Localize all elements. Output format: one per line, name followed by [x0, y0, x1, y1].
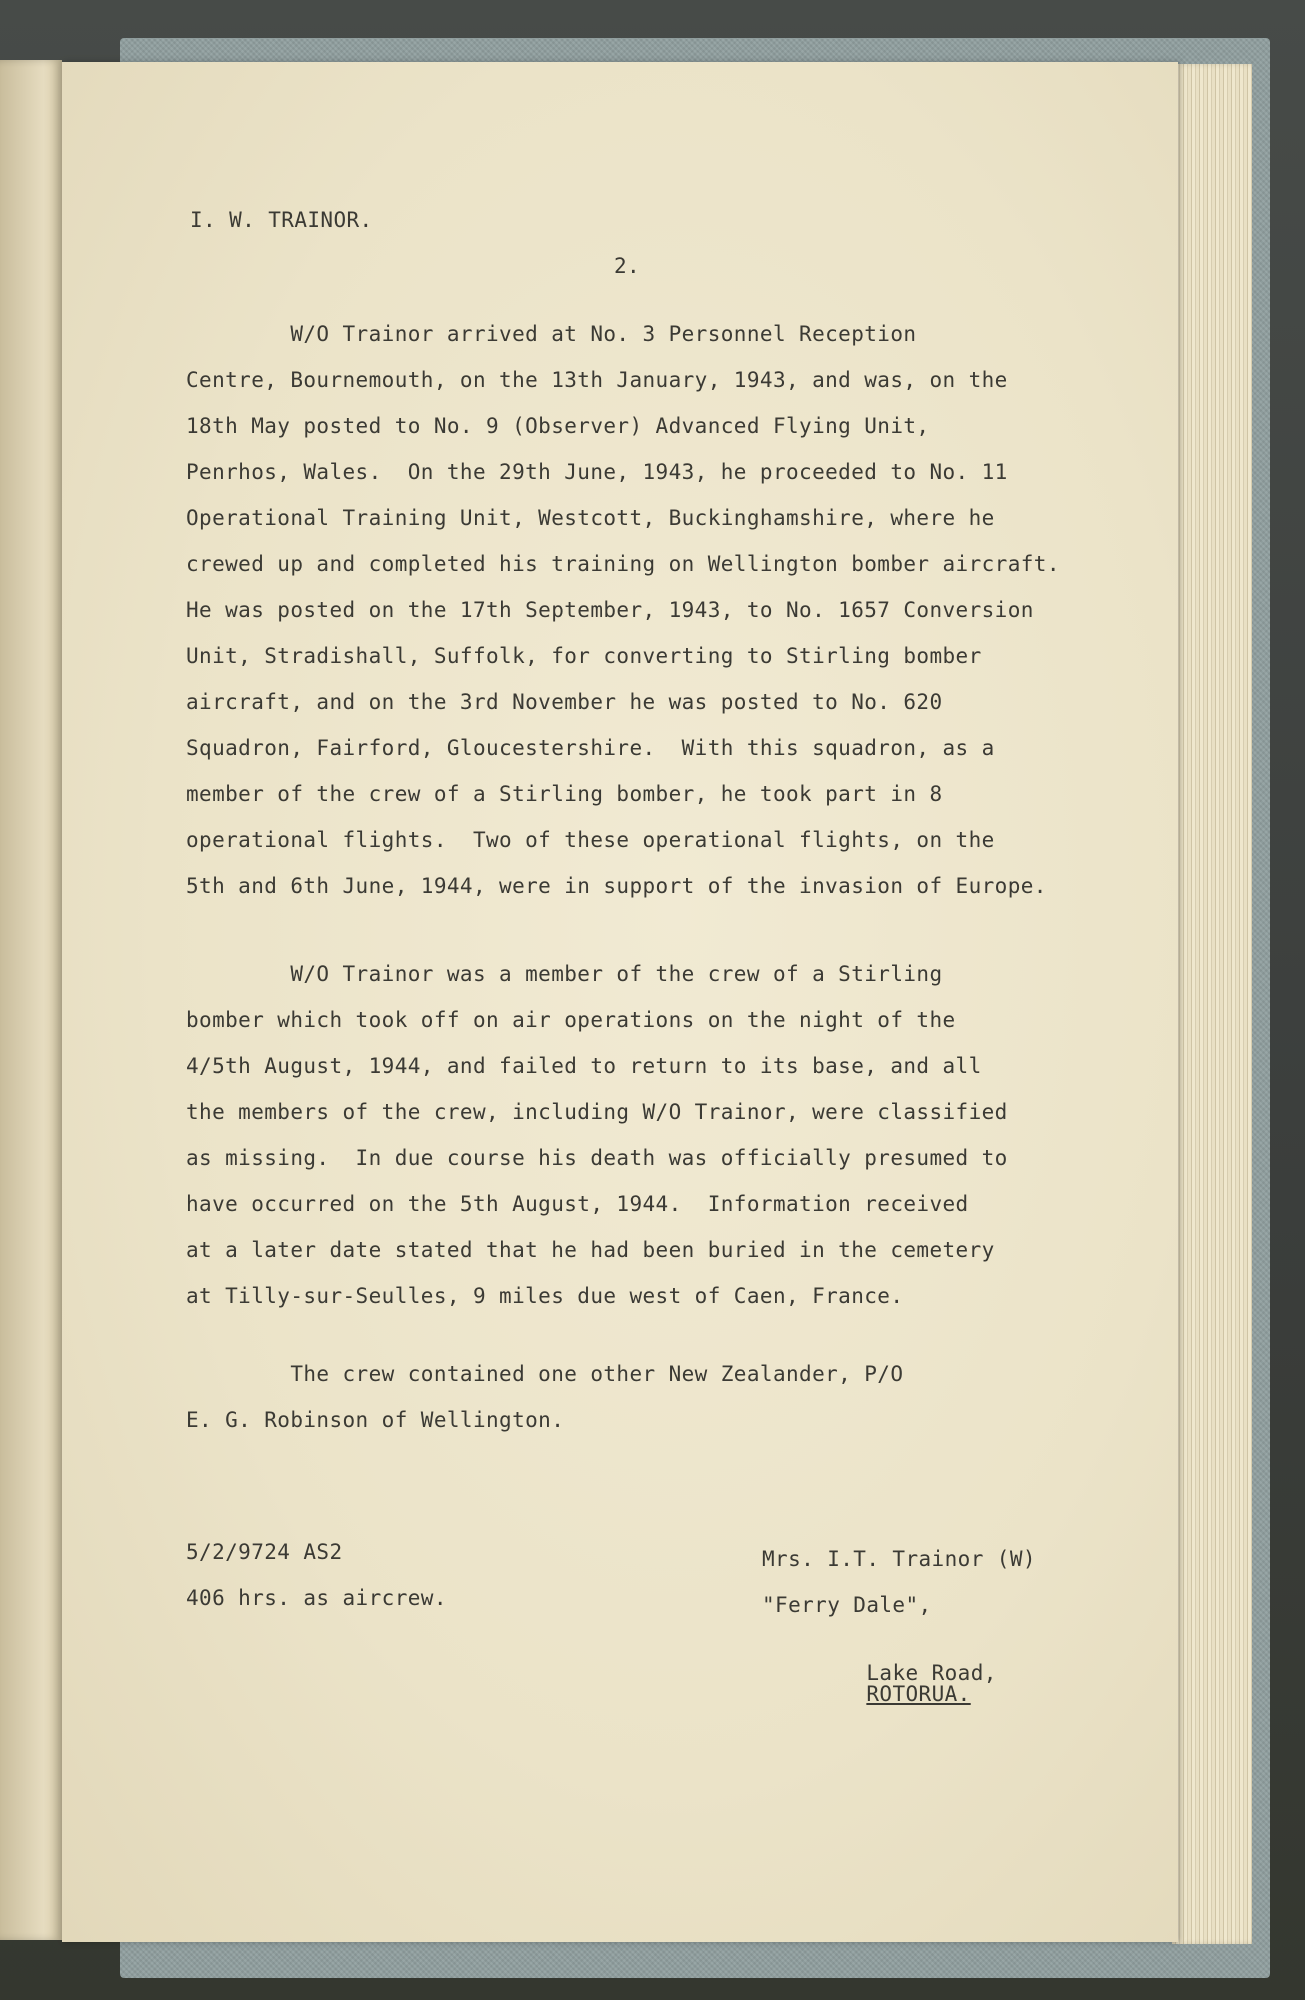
- stacked-page-edges: [1172, 64, 1252, 1944]
- document-page: [62, 62, 1178, 1942]
- body-line: Unit, Stradishall, Suffolk, for converting to Stirling bomber: [186, 644, 982, 668]
- body-line: the members of the crew, including W/O Trainor, were classified: [186, 1100, 1008, 1124]
- record-header-name: I. W. TRAINOR.: [190, 208, 373, 232]
- body-line: bomber which took off on air operations on the night of the: [186, 1008, 956, 1032]
- body-line: W/O Trainor was a member of the crew of a Stirling: [186, 962, 943, 986]
- body-line: He was posted on the 17th September, 1943, to No. 1657 Conversion: [186, 598, 1034, 622]
- body-line: 5th and 6th June, 1944, were in support of the invasion of Europe.: [186, 874, 1047, 898]
- addressee-street-line: [762, 1642, 997, 1726]
- previous-page-edge: [0, 60, 62, 1940]
- body-line: operational flights. Two of these operational flights, on the: [186, 828, 995, 852]
- body-line: crewed up and completed his training on Wellington bomber aircraft.: [186, 552, 1060, 576]
- body-line: 4/5th August, 1944, and failed to return to its base, and all: [186, 1054, 982, 1078]
- body-line: The crew contained one other New Zealander, P/O: [186, 1362, 904, 1386]
- addressee-street: Lake Road,: [866, 1661, 997, 1685]
- body-line: E. G. Robinson of Wellington.: [186, 1408, 565, 1432]
- body-line: aircraft, and on the 3rd November he was posted to No. 620: [186, 690, 943, 714]
- body-line: Centre, Bournemouth, on the 13th January, 1943, and was, on the: [186, 368, 1008, 392]
- body-line: member of the crew of a Stirling bomber, he took part in 8: [186, 782, 943, 806]
- addressee-name: Mrs. I.T. Trainor (W): [762, 1547, 1036, 1571]
- body-line: 18th May posted to No. 9 (Observer) Advanced Flying Unit,: [186, 414, 930, 438]
- body-line: at Tilly-sur-Seulles, 9 miles due west of Caen, France.: [186, 1284, 904, 1308]
- addressee-house: "Ferry Dale",: [762, 1593, 932, 1617]
- body-line: at a later date stated that he had been buried in the cemetery: [186, 1238, 995, 1262]
- file-reference: 5/2/9724 AS2: [186, 1540, 343, 1564]
- aircrew-hours: 406 hrs. as aircrew.: [186, 1586, 447, 1610]
- body-line: Operational Training Unit, Westcott, Buckinghamshire, where he: [186, 506, 995, 530]
- page-number: 2.: [614, 254, 641, 278]
- body-line: W/O Trainor arrived at No. 3 Personnel Reception: [186, 322, 917, 346]
- addressee-town: ROTORUA.: [866, 1682, 971, 1706]
- body-line: have occurred on the 5th August, 1944. Information received: [186, 1192, 969, 1216]
- body-line: as missing. In due course his death was officially presumed to: [186, 1146, 1008, 1170]
- body-line: Penrhos, Wales. On the 29th June, 1943, he proceeded to No. 11: [186, 460, 1008, 484]
- body-line: Squadron, Fairford, Gloucestershire. With this squadron, as a: [186, 736, 995, 760]
